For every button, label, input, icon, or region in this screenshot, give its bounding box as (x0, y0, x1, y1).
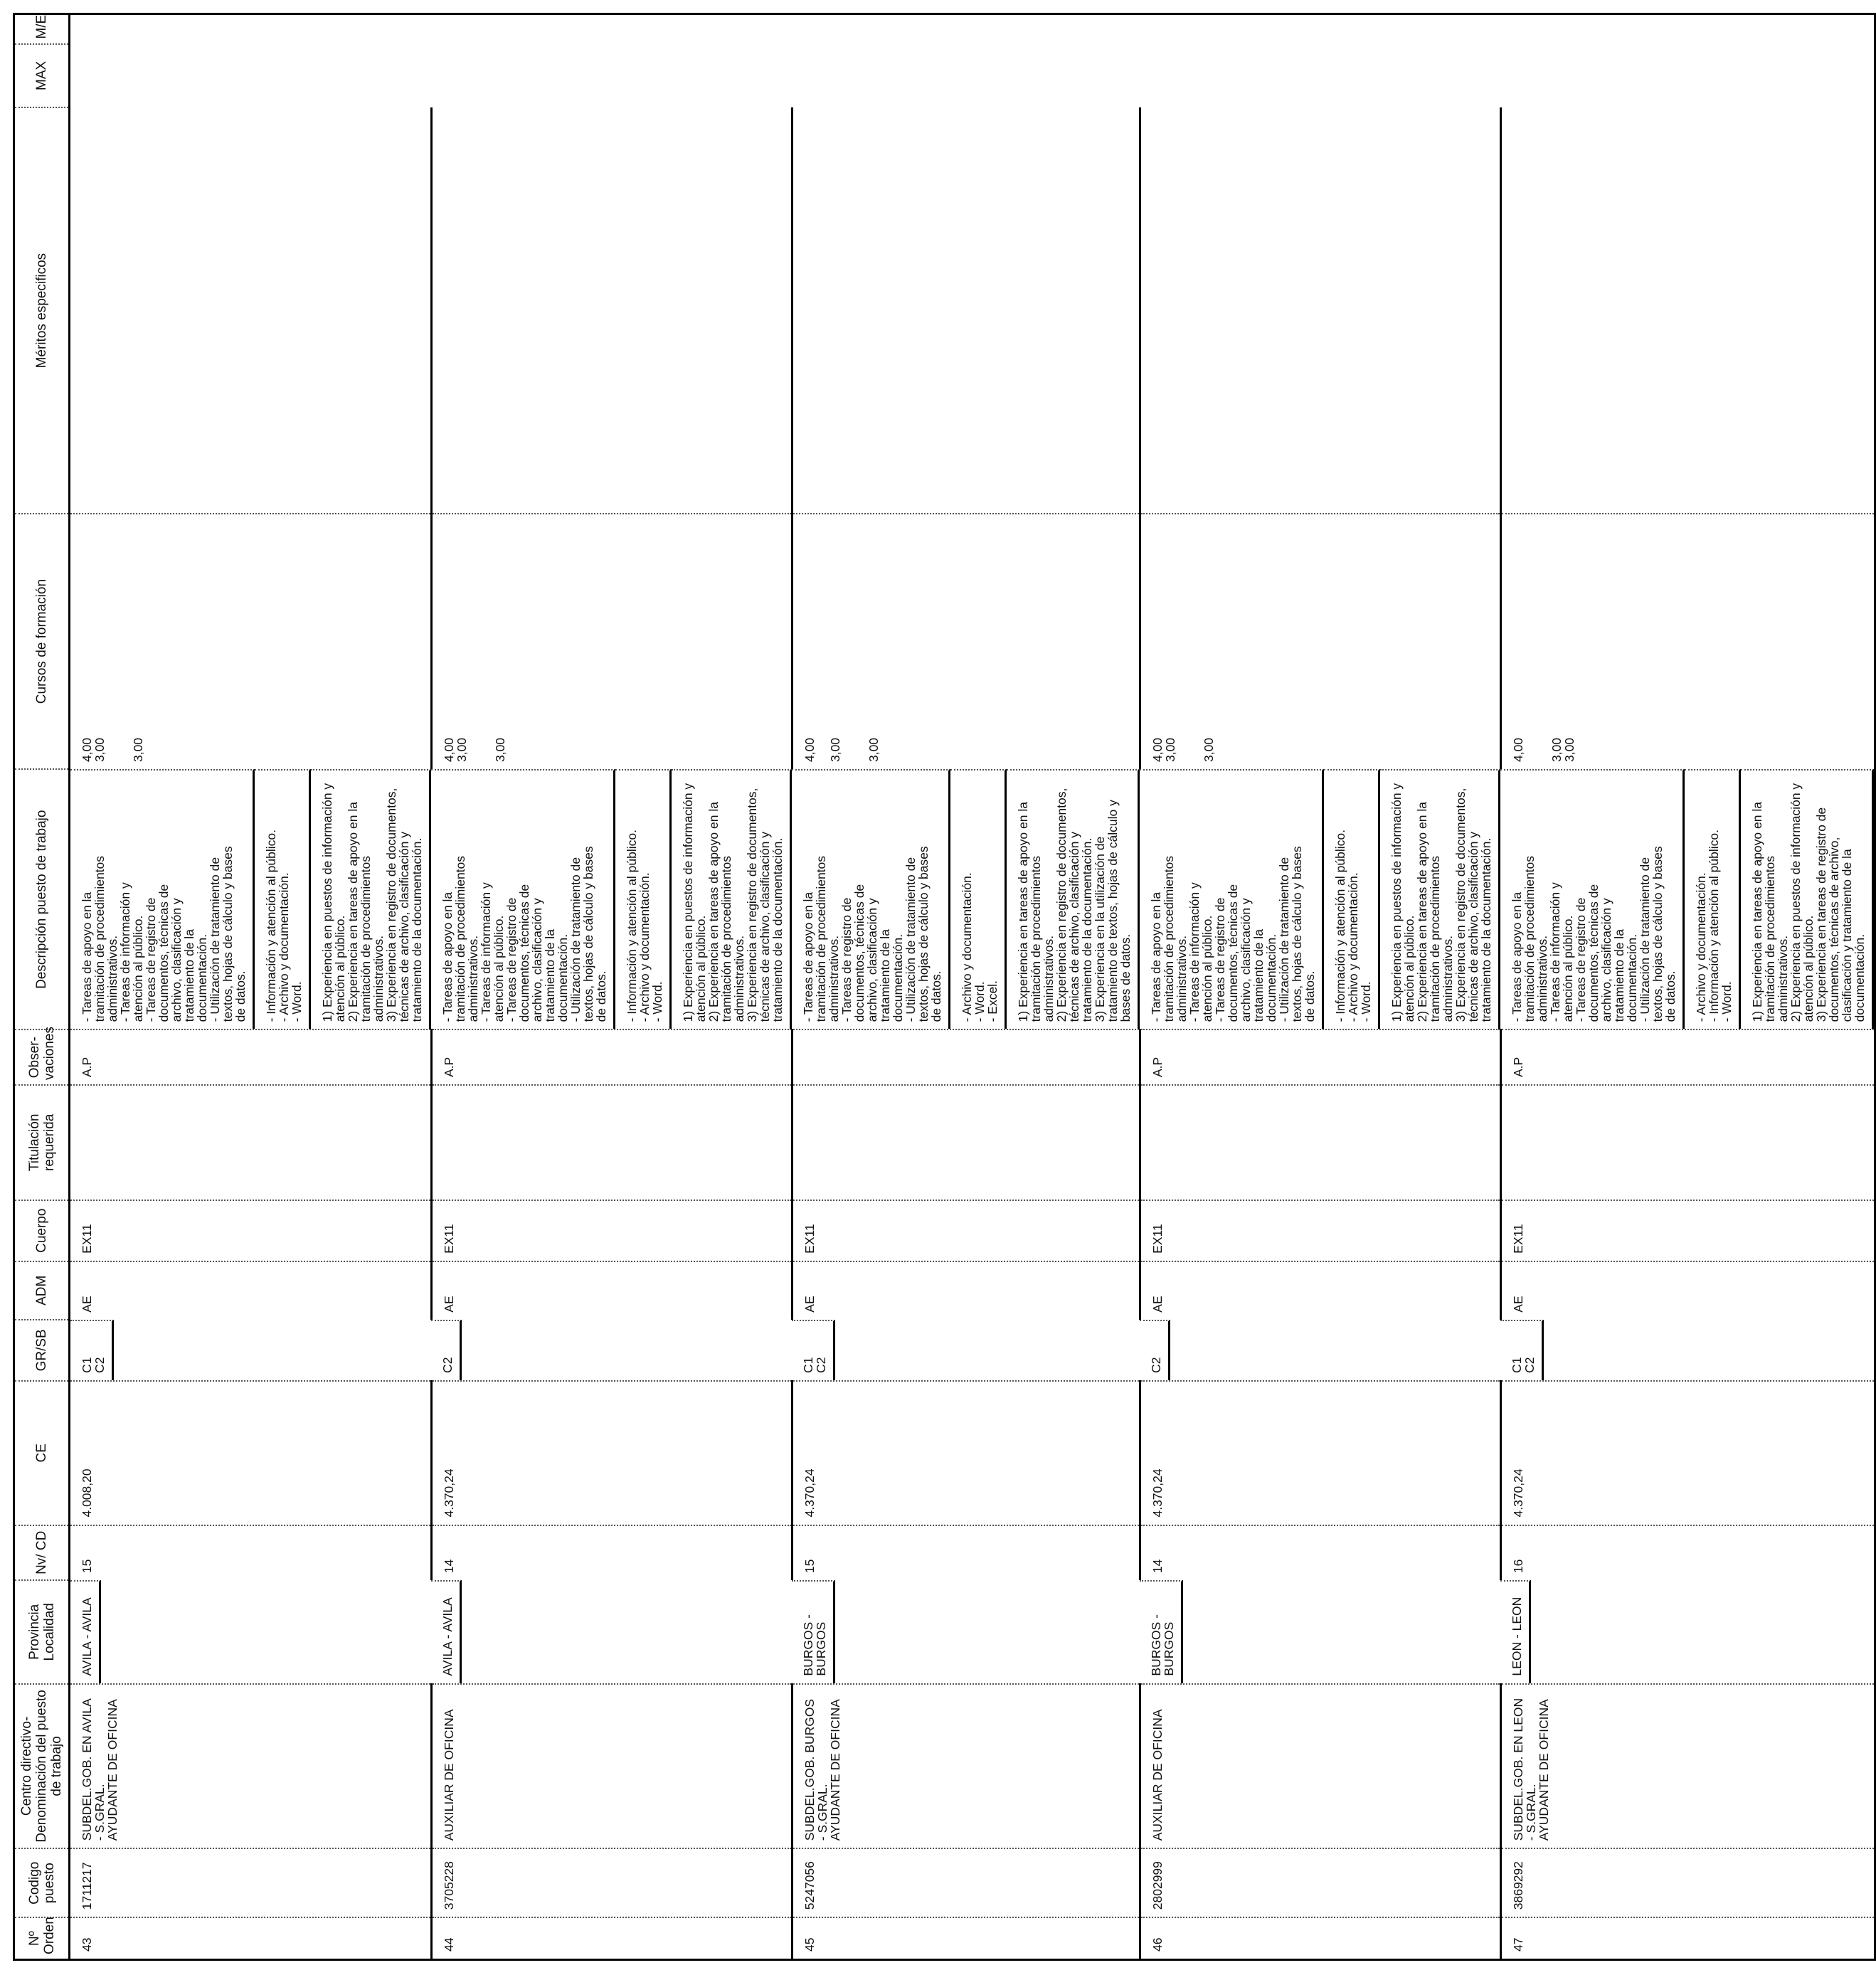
cell-centro (70, 1684, 432, 1849)
cell-max (792, 514, 1140, 769)
max-value: 3,00 (866, 737, 881, 763)
cell-observaciones: A.P (70, 1029, 432, 1085)
cell-max (1500, 514, 1875, 769)
max-value: 3,00 (492, 737, 507, 763)
header-descripcion: Descripción puesto de trabajo (14, 769, 70, 1029)
cell-adm: AE (792, 1261, 1140, 1320)
cell-me (792, 107, 1140, 514)
cell-cursos: - Archivo y documentación. - Word. - Excel. (950, 769, 1007, 1029)
cell-cursos: - Información y atención al público. - Archivo y documentación. - Word. (615, 769, 672, 1029)
cell-ce: 4.370,24 (431, 1381, 792, 1525)
cell-observaciones: A.P (1500, 1029, 1875, 1085)
cell-nivel: 15 (792, 1525, 1140, 1581)
cell-observaciones: A.P (1140, 1029, 1500, 1085)
cell-observaciones (792, 1029, 1140, 1085)
cell-nivel: 14 (1140, 1525, 1500, 1581)
cell-descripcion: - Tareas de apoyo en la tramitación de procedimientos administrativos. - Tareas de información y atención al público. - Tareas de registro de documentos, técnicas de archivo, clasificación y tratamiento de la documentación. - Utilización de tratamiento de textos, hojas de cálculo y bases de datos. (70, 769, 255, 1029)
cell-descripcion: - Tareas de apoyo en la tramitación de procedimientos administrativos. - Tareas de información y atención al público. - Tareas de registro de documentos, técnicas de archivo, clasificación y tratamiento de la documentación. - Utilización de tratamiento de textos, hojas de cálculo y bases de datos. (431, 769, 615, 1029)
cell-nivel: 14 (431, 1525, 792, 1581)
header-ce: CE (14, 1381, 70, 1525)
cell-me (1500, 107, 1875, 514)
cell-adm: AE (1140, 1261, 1500, 1320)
cell-cuerpo: EX11 (70, 1200, 432, 1261)
cell-titulacion (792, 1085, 1140, 1200)
cell-orden: 44 (431, 1917, 792, 1959)
denominacion: AYUDANTE DE OFICINA (827, 1699, 842, 1841)
cell-cursos: - Archivo y documentación. - Información y atención al público. - Word. (1685, 769, 1741, 1029)
cell-cuerpo: EX11 (792, 1200, 1140, 1261)
cell-grupo: C2 (431, 1320, 462, 1380)
header-codigo: Codigo puesto (14, 1848, 70, 1917)
cell-titulacion (70, 1085, 432, 1200)
cell-descripcion: - Tareas de apoyo en la tramitación de procedimientos administrativos. - Tareas de información y atención al público. - Tareas de registro de documentos, técnicas de archivo, clasificación y tratamiento de la documentación. - Utilización de tratamiento de textos, hojas de cálculo y bases de datos. (1500, 769, 1685, 1029)
header-adm: ADM (14, 1261, 70, 1320)
centro-directivo: SUBDEL.GOB. EN LEON - S.GRAL. (1510, 1698, 1538, 1841)
header-cuerpo: Cuerpo (14, 1200, 70, 1261)
cell-meritos: 1) Experiencia en puestos de información y atención al público. 2) Experiencia en tareas de apoyo en la tramitación de procedimientos administrativos. 3) Experiencia en registro de documentos, técnicas de archivo, clasificación y tratamiento de la documentación. (311, 769, 431, 1029)
cell-grupo: C2 (1140, 1320, 1170, 1380)
cell-cuerpo: EX11 (431, 1200, 792, 1261)
max-value: 4,00 (441, 737, 456, 763)
cell-codigo: 3705228 (431, 1848, 792, 1917)
max-value: 4,00 (80, 737, 94, 763)
cell-orden: 45 (792, 1917, 1140, 1959)
cell-adm: AE (431, 1261, 792, 1320)
header-grupo: GR/SB (14, 1320, 70, 1381)
cell-adm: AE (70, 1261, 432, 1320)
max-value: 3,00 (1162, 737, 1177, 763)
cell-centro (431, 1684, 792, 1849)
table-row (431, 14, 792, 1960)
cell-orden: 46 (1140, 1917, 1500, 1959)
max-value: 4,00 (1510, 737, 1525, 763)
header-row (14, 14, 70, 1960)
cell-cursos: - Información y atención al público. - Archivo y documentación. - Word. (1324, 769, 1380, 1029)
cell-ce: 4.370,24 (1140, 1381, 1500, 1525)
denominacion: AYUDANTE DE OFICINA (1536, 1699, 1551, 1841)
cell-nivel: 16 (1500, 1525, 1875, 1581)
cell-ce: 4.370,24 (1500, 1381, 1875, 1525)
cell-adm: AE (1500, 1261, 1875, 1320)
cell-meritos: 1) Experiencia en tareas de apoyo en la tramitación de procedimientos administrativos. 2) Experiencia en registro de documentos, técnicas de archivo, clasificación y tratamiento de la documentación. 3) Experiencia en la utilización de tratamiento de textos, hojas de cálculo y bases de datos. (1007, 769, 1140, 1029)
table-row (70, 14, 432, 1960)
cell-nivel: 15 (70, 1525, 432, 1581)
cell-grupo: C1 C2 (1500, 1320, 1544, 1380)
cell-descripcion: - Tareas de apoyo en la tramitación de procedimientos administrativos. - Tareas de registro de documentos, técnicas de archivo, clasificación y tratamiento de la documentación. - Utilización de tratamiento de textos, hojas de cálculo y bases de datos. (792, 769, 950, 1029)
max-value: 4,00 (1150, 737, 1165, 763)
max-value: 4,00 (802, 737, 817, 763)
job-positions-table (13, 13, 1876, 1961)
table-row (792, 14, 1140, 1960)
cell-cuerpo: EX11 (1500, 1200, 1875, 1261)
cell-descripcion: - Tareas de apoyo en la tramitación de procedimientos administrativos. - Tareas de información y atención al público. - Tareas de registro de documentos, técnicas de archivo, clasificación y tratamiento de la documentación. - Utilización de tratamiento de textos, hojas de cálculo y bases de datos. (1140, 769, 1324, 1029)
cell-cuerpo: EX11 (1140, 1200, 1500, 1261)
cell-max (70, 514, 432, 769)
cell-provincia: BURGOS - BURGOS (792, 1580, 835, 1683)
cell-orden: 43 (70, 1917, 432, 1959)
header-me: M/E (14, 14, 70, 44)
header-meritos: Méritos especificos (14, 107, 70, 514)
cell-meritos: 1) Experiencia en tareas de apoyo en la tramitación de procedimientos administrativos. 2) Experiencia en puestos de información y atención al público. 3) Experiencia en tareas de registro de documentos, técnicas de archivo, clasificación y tratamiento de la documentación. (1741, 769, 1874, 1029)
cell-meritos: 1) Experiencia en puestos de información y atención al público. 2) Experiencia en tareas de apoyo en la tramitación de procedimientos administrativos. 3) Experiencia en registro de documentos, técnicas de archivo, clasificación y tratamiento de la documentación. (1380, 769, 1500, 1029)
table-row (1500, 14, 1875, 1960)
header-cursos: Cursos de formación (14, 514, 70, 769)
header-max: MAX (14, 44, 70, 107)
cell-grupo: C1 C2 (70, 1320, 114, 1380)
cell-titulacion (1500, 1085, 1875, 1200)
cell-meritos: 1) Experiencia en puestos de información y atención al público. 2) Experiencia en tareas de apoyo en la tramitación de procedimientos administrativos. 3) Experiencia en registro de documentos, técnicas de archivo, clasificación y tratamiento de la documentación. (672, 769, 792, 1029)
cell-max (1140, 514, 1500, 769)
centro-directivo: SUBDEL.GOB. EN AVILA - S.GRAL. (80, 1699, 107, 1841)
cell-me (70, 107, 432, 514)
max-value: 3,00 (454, 737, 469, 763)
header-provincia: Provincia Localidad (14, 1580, 70, 1683)
cell-cursos: - Información y atención al público. - Archivo y documentación. - Word. (255, 769, 311, 1029)
header-orden: Nº Orden (14, 1917, 70, 1959)
cell-provincia: AVILA - AVILA (431, 1580, 462, 1683)
cell-max (431, 514, 792, 769)
cell-codigo: 3869292 (1500, 1848, 1875, 1917)
cell-codigo: 1711217 (70, 1848, 432, 1917)
cell-observaciones: A.P (431, 1029, 792, 1085)
header-observaciones: Obser- vaciones (14, 1029, 70, 1085)
max-value: 3,00 (1549, 737, 1564, 763)
header-centro: Centro directivo- Denominación del puesto de trabajo (14, 1684, 70, 1849)
max-value: 3,00 (92, 737, 107, 763)
denominacion: AUXILIAR DE OFICINA (441, 1709, 456, 1841)
max-value: 3,00 (131, 737, 145, 763)
cell-codigo: 2802999 (1140, 1848, 1500, 1917)
centro-directivo: SUBDEL.GOB. BURGOS - S.GRAL. (802, 1698, 830, 1841)
cell-me (1140, 107, 1500, 514)
cell-provincia: LEON - LEON (1500, 1580, 1531, 1683)
header-titulacion: Titulación requerida (14, 1085, 70, 1200)
cell-centro (1500, 1684, 1875, 1849)
cell-grupo: C1 C2 (792, 1320, 835, 1380)
cell-me (431, 107, 792, 514)
header-nivel: Nv/ CD (14, 1525, 70, 1581)
table-row (1140, 14, 1500, 1960)
cell-codigo: 5247056 (792, 1848, 1140, 1917)
max-value: 3,00 (1562, 737, 1576, 763)
cell-centro (792, 1684, 1140, 1849)
denominacion: AYUDANTE DE OFICINA (105, 1699, 120, 1841)
max-value: 3,00 (827, 737, 842, 763)
cell-provincia: BURGOS - BURGOS (1140, 1580, 1183, 1683)
max-value: 3,00 (1201, 737, 1216, 763)
cell-orden: 47 (1500, 1917, 1875, 1959)
cell-ce: 4.008,20 (70, 1381, 432, 1525)
cell-ce: 4.370,24 (792, 1381, 1140, 1525)
cell-centro (1140, 1684, 1500, 1849)
cell-provincia: AVILA - AVILA (70, 1580, 101, 1683)
cell-titulacion (431, 1085, 792, 1200)
denominacion: AUXILIAR DE OFICINA (1150, 1709, 1165, 1841)
cell-titulacion (1140, 1085, 1500, 1200)
